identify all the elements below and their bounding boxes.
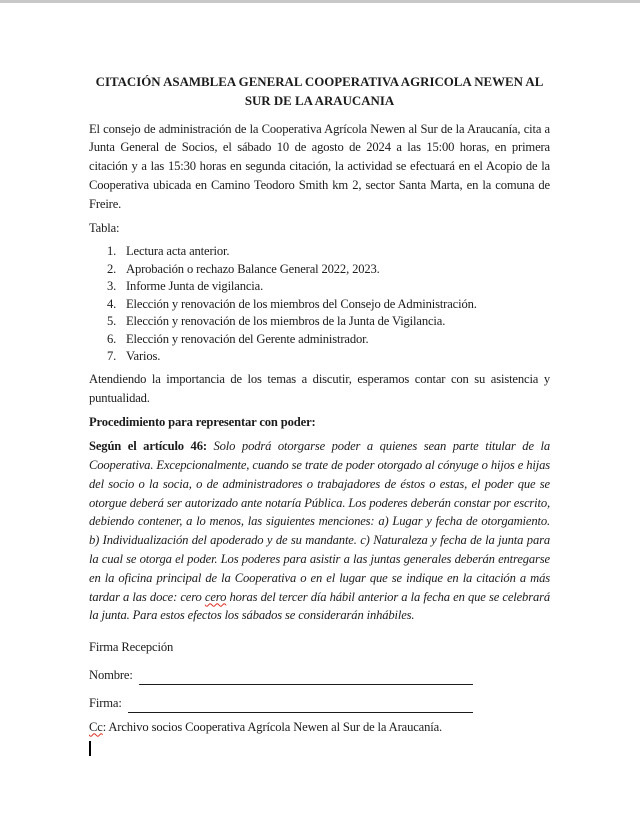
signature-fill-line — [128, 709, 473, 713]
agenda-item-number: 7. — [107, 349, 117, 364]
agenda-item-text: Elección y renovación de los miembros de la Junta de Vigilancia. — [126, 314, 446, 329]
document-title-line-1: CITACIÓN ASAMBLEA GENERAL COOPERATIVA AGRICOLA NEWEN AL — [95, 75, 544, 89]
agenda-item-number: 5. — [107, 314, 117, 329]
agenda-item-text: Elección y renovación del Gerente administrador. — [126, 331, 369, 346]
agenda-item — [89, 296, 550, 314]
agenda-item — [89, 348, 550, 366]
attendance-paragraph: Atendiendo la importancia de los temas a discutir, esperamos contar con su asistencia y puntualidad. — [89, 371, 550, 405]
agenda-item-number: 1. — [107, 244, 117, 259]
agenda-label: Tabla: — [89, 221, 120, 236]
agenda-item-number: 6. — [107, 331, 117, 346]
agenda-item — [89, 261, 550, 279]
agenda-item-text: Varios. — [126, 349, 161, 364]
name-label: Nombre: — [89, 668, 133, 683]
signature-field-row — [89, 694, 473, 713]
document-title — [89, 73, 550, 111]
article-46-text: Solo podrá otorgarse poder a quienes sean parte titular de la Cooperativa. Excepcionalmente, cuando se trate de poder otorgado al cónyuge o hijos e hijas del socio o la socia, o de administradores o trabajadores de éstos o estas, el poder que se otorgue deberá ser autorizado ante notaría Pública. Los poderes deberán constar por escrito, debiendo contener, a lo menos, las siguientes menciones: a) Lugar y fecha de otorgamiento. b) Individualización del apoderado y de su mandante. c) Naturaleza y fecha de la junta para la cual se otorga el poder. Los poderes para asistir a las juntas generales deberán entregarse en la oficina principal de la Cooperativa o en el lugar que se indique en la citación a más tardar a las doce: cero — [89, 439, 550, 604]
caret-line — [89, 740, 550, 759]
agenda-item-text: Elección y renovación de los miembros del Consejo de Administración. — [126, 296, 477, 311]
cc-text: : Archivo socios Cooperativa Agrícola Newen al Sur de la Araucanía. — [102, 719, 443, 734]
page-top-edge — [0, 0, 640, 3]
agenda-item — [89, 278, 550, 296]
cc-line — [89, 718, 550, 737]
agenda-item-text: Lectura acta anterior. — [126, 244, 230, 259]
article-46-lead: Según el artículo 46: — [89, 439, 214, 454]
agenda-item — [89, 313, 550, 331]
agenda-item-number: 4. — [107, 296, 117, 311]
signature-label: Firma: — [89, 695, 122, 710]
agenda-item — [89, 243, 550, 261]
article-46-paragraph — [89, 437, 550, 625]
agenda-item-number: 3. — [107, 279, 117, 294]
agenda-item — [89, 331, 550, 349]
agenda-list — [89, 243, 550, 366]
agenda-item-text: Aprobación o rechazo Balance General 2022, 2023. — [126, 261, 380, 276]
agenda-item-text: Informe Junta de vigilancia. — [126, 279, 264, 294]
agenda-item-number: 2. — [107, 261, 117, 276]
intro-paragraph: El consejo de administración de la Cooperativa Agrícola Newen al Sur de la Araucanía, cita a Junta General de Socios, el sábado 10 de agosto de 2024 a las 15:00 horas, en primera citación y a las 15:30 horas en segunda citación, la actividad se efectuará en el Acopio de la Cooperativa ubicada en Camino Teodoro Smith km 2, sector Santa Marta, en la comuna de Freire. — [89, 121, 550, 211]
name-fill-line — [139, 681, 473, 685]
misspelled-word: cero — [204, 589, 227, 604]
article-46-text-cont: horas del tercer día hábil anterior a la fecha en que se celebrará la junta. Para estos efectos los sábados se considerarán inhábiles. — [89, 589, 550, 623]
text-cursor — [89, 741, 91, 756]
name-field-row — [89, 666, 473, 685]
proxy-heading: Procedimiento para representar con poder: — [89, 414, 316, 429]
document-edit-area[interactable] — [89, 73, 550, 759]
reception-signature-label: Firma Recepción — [89, 640, 174, 655]
document-title-line-2: SUR DE LA ARAUCANIA — [244, 93, 395, 108]
cc-word: Cc — [89, 719, 103, 734]
